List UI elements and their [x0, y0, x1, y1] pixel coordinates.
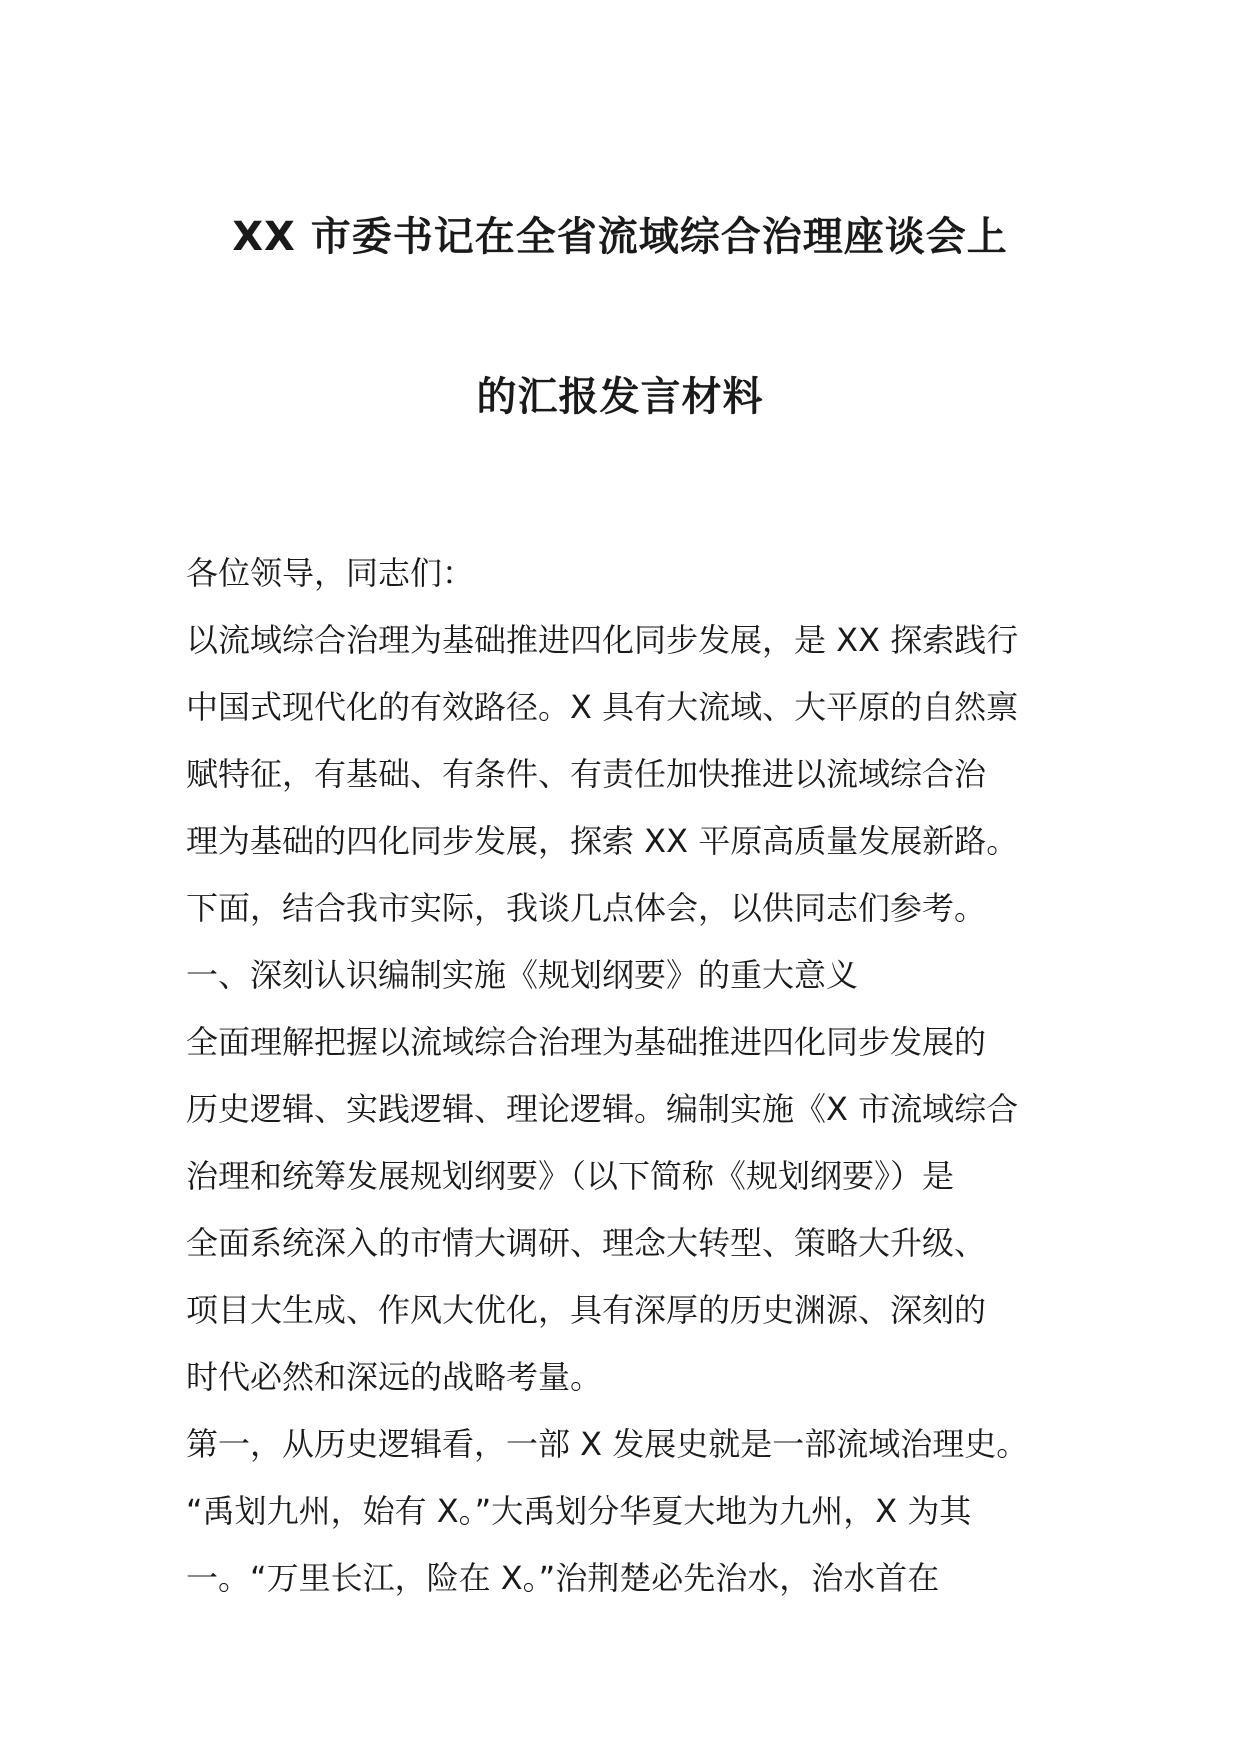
document-title-line-1: XX 市委书记在全省流域综合治理座谈会上	[232, 214, 1008, 260]
body-line: 第一，从历史逻辑看，一部 X 发展史就是一部流域治理史。	[186, 1425, 1029, 1463]
document-title-line-2: 的汇报发言材料	[476, 374, 764, 420]
body-line: 项目大生成、作风大优化，具有深厚的历史渊源、深刻的	[186, 1291, 987, 1329]
body-line: 全面理解把握以流域综合治理为基础推进四化同步发展的	[186, 1023, 987, 1061]
body-line: 以流域综合治理为基础推进四化同步发展，是 XX 探索践行	[186, 621, 1019, 659]
body-line: 治理和统筹发展规划纲要》（以下简称《规划纲要》）是	[186, 1157, 955, 1195]
body-line: 理为基础的四化同步发展，探索 XX 平原高质量发展新路。	[186, 822, 1019, 860]
section-heading-1: 一、深刻认识编制实施《规划纲要》的重大意义	[186, 956, 859, 994]
body-line: 赋特征，有基础、有条件、有责任加快推进以流域综合治	[186, 755, 987, 793]
document-body	[186, 540, 1066, 1612]
body-line: 一。“万里长江，险在 X。”治荆楚必先治水，治水首在	[186, 1559, 940, 1597]
body-line: “禹划九州，始有 X。”大禹划分华夏大地为九州，X 为其	[186, 1492, 972, 1530]
body-line: 历史逻辑、实践逻辑、理论逻辑。编制实施《X 市流域综合	[186, 1090, 1019, 1128]
body-line-salutation: 各位领导，同志们：	[186, 554, 475, 592]
body-line: 中国式现代化的有效路径。X 具有大流域、大平原的自然禀	[186, 688, 1019, 726]
body-line: 时代必然和深远的战略考量。	[186, 1358, 603, 1396]
body-line: 全面系统深入的市情大调研、理念大转型、策略大升级、	[186, 1224, 987, 1262]
body-line: 下面，结合我市实际，我谈几点体会，以供同志们参考。	[186, 889, 987, 927]
